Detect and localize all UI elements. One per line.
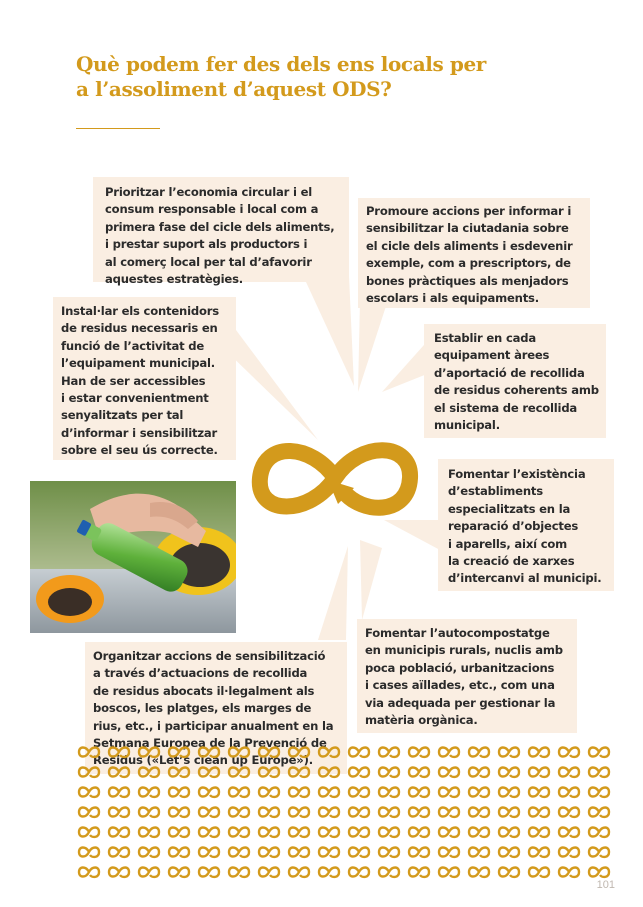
callout-awareness-food-cycle: Promoure accions per informar i sensibilitzar la ciutadania sobre el cicle dels aliments i esdevenir exemple, com a prescriptors, de bones pràctiques als menjadors escolars i als equipaments. [358,198,590,308]
callout-collection-areas: Establir en cada equipament àrees d’aportació de recollida de residus coherents amb el sistema de recollida municipal. [424,324,606,438]
callout-containers: Instal·lar els contenidors de residus necessaris en funció de l’activitat de l’equipament municipal. Han de ser accessibles i estar convenientment senyalitzats per tal d’informar i sensibilitzar sobre el seu ús correcte. [53,297,236,460]
infinity-loop-icon [246,432,424,524]
page-title: Què podem fer des dels ens locals per a l’assoliment d’aquest ODS? [76,52,486,101]
page-number: 101 [596,879,615,891]
callout-circular-economy: Prioritzar l’economia circular i el consum responsable i local com a primera fase del cicle dels aliments, i prestar suport als productors i al comerç local per tal d’afavorir aquestes estratègies. [93,177,349,282]
infinity-pattern-icon [74,742,616,882]
callout-repair-shops: Fomentar l’existència d’establiments especialitzats en la reparació d’objectes i aparells, així com la creació de xarxes d’intercanvi al municipi. [438,459,614,591]
callout-cleanup: Organitzar accions de sensibilització a través d’actuacions de recollida de residus abocats il·legalment als boscos, les platges, els marges de rius, etc., i participar anualment en la [85,642,347,774]
callout-composting: Fomentar l’autocompostatge en municipis rurals, nuclis amb poca població, urbanitzacions i cases aïllades, etc., com una via adequada per gestionar la matèria orgànica. [357,619,577,733]
recycling-photo [30,481,236,633]
